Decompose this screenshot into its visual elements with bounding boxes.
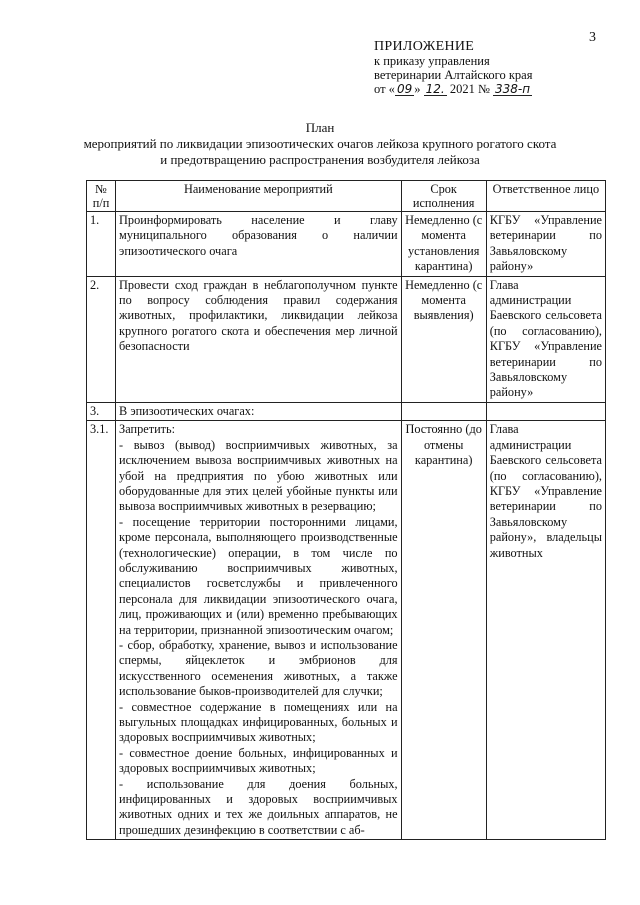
appendix-date-line [374,82,532,96]
appendix-line-2: ветеринарии Алтайского края [374,68,533,82]
date-year: 2021 № [446,82,493,96]
table-row [87,421,606,840]
header-resp: Ответственное лицо [486,181,605,212]
prohibit-item: - посещение территории посторонними лицами, кроме персонала, выполняющего производственные (технологические) операции, в том числе по обслуживанию восприимчивых животных, специалистов госветслужбы и привлеченного персонала для ликвидации эпизоотического очага, лиц, проживающих и (или) временно пребывающих на территории, признанной эпизоотическим очагом; [119,514,398,637]
prohibit-item: - совместное доение больных, инфицированных и здоровых восприимчивых животных; [119,745,398,776]
row-3-1-term: Постоянно (до отмены карантина) [401,421,486,840]
plan-title: План [305,120,335,135]
row-2-term: Немедленно (с момента выявления) [401,276,486,402]
row-1-name: Проинформировать население и главу муниципального образования о наличии эпизоотического очага [116,212,402,277]
section-3-row [87,402,606,420]
prohibit-item: - сбор, обработку, хранение, вывоз и использование спермы, яйцеклеток и эмбрионов для искусственного осеменения животных, а также использование быков-производителей для случки; [119,637,398,699]
prohibit-item: - использование для доения больных, инфицированных и здоровых восприимчивых животных одних и тех же доильных аппаратов, не прошедших дезинфекцию в соответствии с аб- [119,776,398,837]
appendix-header [374,40,532,96]
section-3-name: В эпизоотических очагах: [116,402,402,420]
plan-subtitle-1: мероприятий по ликвидации эпизоотических очагов лейкоза крупного рогатого скота [83,136,557,151]
section-3-term [401,402,486,420]
row-2-name: Провести сход граждан в неблагополучном пункте по вопросу соблюдения правил содержания животных, профилактики, ликвидации лейкоза крупного рогатого скота и обеспечения мер личной безопасности [116,276,402,402]
appendix-title: ПРИЛОЖЕНИЕ [374,39,475,54]
row-2-num: 2. [87,276,116,402]
header-num: № п/п [87,181,116,212]
prohibit-item: - вывоз (вывод) восприимчивых животных, за исключением вывоза восприимчивых животных на убой на предприятия по убою животных или оборудованные для этих целей убойные пункты или вывоза восприимчивых животных в резервацию; [119,437,398,514]
header-term: Срок исполнения [401,181,486,212]
row-1-num: 1. [87,212,116,277]
row-1-resp: КГБУ «Управление ветеринарии по Завьяловскому району» [486,212,605,277]
table-header-row [87,181,606,212]
page-number: 3 [589,30,596,45]
table-row [87,276,606,402]
measures-table [86,180,606,840]
section-3-num: 3. [87,402,116,420]
date-mid: » [414,82,424,96]
prohibit-heading: Запретить: [119,422,176,437]
plan-subtitle-2: и предотвращению распространения возбудителя лейкоза [160,152,480,167]
handwritten-day: 09 [396,82,413,96]
row-1-term: Немедленно (с момента установления карантина) [401,212,486,277]
row-2-resp: Глава администрации Баевского сельсовета (по согласованию), КГБУ «Управление ветеринарии по Завьяловскому району» [486,276,605,402]
row-3-1-resp: Глава администрации Баевского сельсовета (по согласованию), КГБУ «Управление ветеринарии по Завьяловскому району», владельцы животных [486,421,605,840]
row-3-1-name [116,421,402,840]
plan-heading [0,120,640,168]
prohibit-item: - совместное содержание в помещениях или на выгульных площадках инфицированных, больных и здоровых восприимчивых животных; [119,699,398,745]
appendix-line-1: к приказу управления [374,54,490,68]
table-row [87,212,606,277]
section-3-resp [486,402,605,420]
row-3-1-num: 3.1. [87,421,116,840]
handwritten-month: 12. [425,82,445,96]
handwritten-order-number: 338-п [495,82,531,96]
date-prefix: от « [374,82,395,96]
header-name: Наименование мероприятий [116,181,402,212]
